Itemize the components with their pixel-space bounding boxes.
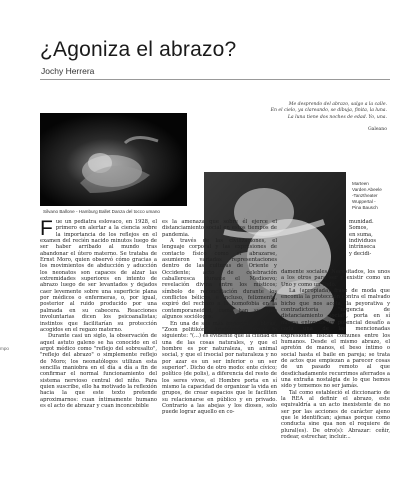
paragraph: damente sociales. Necesitados, los unos a los otros para ser y existir como un Uno y como un Todo.: [281, 269, 390, 288]
text-line: individuos: [349, 238, 377, 245]
article-title: ¿Agoniza el abrazo?: [40, 38, 237, 61]
text-line: en suma,: [349, 231, 373, 238]
paragraph: Tal como estableció el diccionario de la REA al definir el abrazo, este equivaldría a un acto inexistente de no ser por las acciones de carácter ajeno que le identifican; ajenas porque como conducta sine qua non el requiere de plural(es). De otro(s): Abrazar: ceñir, rodear, estrechar, incluir...: [281, 389, 390, 440]
photo2-caption-line: -Tanztheater: [352, 193, 378, 198]
epigraph: [222, 102, 387, 134]
photo2-caption: [352, 181, 402, 211]
photo2-caption-line: Marteen: [352, 181, 369, 186]
epigraph-line: La luna tiene dos noches de edad. Yo, una.: [287, 114, 387, 120]
photo1-caption: Silvano Ballone - Hamburg Ballet Danza del tocco umano: [43, 209, 160, 214]
body-column-2: [162, 219, 277, 416]
text-line: y decidi-: [349, 250, 372, 257]
photo2-caption-line: Wuppertal -: [352, 199, 376, 204]
paragraph: A través de las civilizaciones, el lenguaje corporal y las expresiones de contacto físico como el abrazarse, asumieron variadas representaciones dentro de las culturas de Oriente y Occidente; acto de celebración caballeresca durante el Medioevo; revelación divina entre los místicos; símbolo de reconciliación durante los conflictos bélicos, e incluso, felizmente, expiró del rechazo a la homofobia en la contemporaneidad, como han sugerido algunos sociólogos.: [162, 238, 277, 321]
drop-cap: F: [40, 217, 53, 240]
paragraph: ue un pediatra eslovaco, en 1928, el primero en alertar a la ciencia sobre la importancia de los reflejos en el examen del recién nacido minutos luego de ser haber arribado al mundo tras abandonar el útero materno. Se trataba de Ernst Moro, quien observó cómo gracias a los movimientos de abducción y aducción los neonatos son capaces de alzar las extremidades superiores en intento de abrazo luego de ser levantados y dejados caer levemente sobre una superficie plana por médicos o enfermeras, o, por igual, posterior al ruido producido por una palmada en su cabecera. Reacciones involuntarias dicen los psicoanalistas; instintos que facilitarían su protección acogidos en el regazo materno.: [40, 219, 157, 333]
author-name: Jochy Herrera: [41, 66, 95, 76]
dancers-image-1: [40, 113, 187, 206]
epigraph-source: Galeano: [367, 127, 387, 133]
paragraph: es la amenaza que sobre él ejerce el distanciamiento social en estos tiempos de pandemia.: [162, 219, 277, 238]
title-divider: [40, 79, 390, 80]
epigraph-line: Me desprendo del abrazo, salgo a la calle.: [288, 102, 387, 107]
body-column-1: [40, 219, 157, 409]
text-line: Somos,: [349, 225, 369, 232]
paragraph: En una de sus más importantes obras, "Zoon politikón", Aristóteles expresó lo siguiente: "(...) es evidente que la ciudad es una de las cosas naturales, y que el hombre es por naturaleza, un animal social, y que el irsocial por naturaleza y no por azar es un ser inferior o un ser superior". Dicho de otro modo: ente cívico; político (de polis), a diferencia del resto de los seres vivos, el Hombre porta en sí mismo la capacidad de organizar la vida en grupos, de crear espacios que le faciliten su relacionarse en público y en privado. Contrario a las abejas y los dioses, solo puede lograr aquello en co-: [162, 320, 278, 416]
paragraph: La (apropiada) frase de moda que encomia la protección contra el malvado bicho que nos acota, la peyorativa y contradictoria "urgencia de distanciamiento social", porta en sí misma entonces un potencial desafío a cada una de las mencionadas expresiones físicas comunes entre los humanos. Desde el mismo abrazo, el apretón de manos, el beso íntimo o social hasta el baile en pareja; se trata de actos que empiezan a parecer cosas de un pasado remoto al que desdichadamente recurrimos aferrados a una extraña nostalgia de lo que hemos sido y tememos no ser jamás.: [281, 288, 390, 390]
photo2-caption-line: Varden Abeele: [352, 187, 382, 192]
wrapped-lines: [281, 219, 390, 257]
epigraph-line: En el cielo, ya clareando, se dibuja, finita, la luna.: [270, 108, 387, 114]
dance-photo-1: [40, 113, 187, 206]
text-line: intrínseca: [349, 244, 376, 251]
text-line: munidad.: [349, 219, 374, 225]
body-column-3: [281, 219, 390, 440]
paragraph: Durante casi un siglo, la observación de aquel astuto galeno se ha conocido en el argot médico como "reflejo del sobresalto", "reflejo del abrazo" o simplemente reflejo de Moro; los neonatólogos utilizan esta sencilla maniobra en el día a día a fin de confirmar el normal funcionamiento del sistema nervioso central del niño. Para quien suscribe, ello ha motivado la reflexión hacia la que este texto pretende aproximarnos: cuan íntimamente humano es el acto de abrazar y cuan inconcebible: [40, 333, 157, 409]
photo2-caption-line: Pina Bausch: [352, 205, 378, 210]
side-label: mpo: [0, 346, 9, 351]
